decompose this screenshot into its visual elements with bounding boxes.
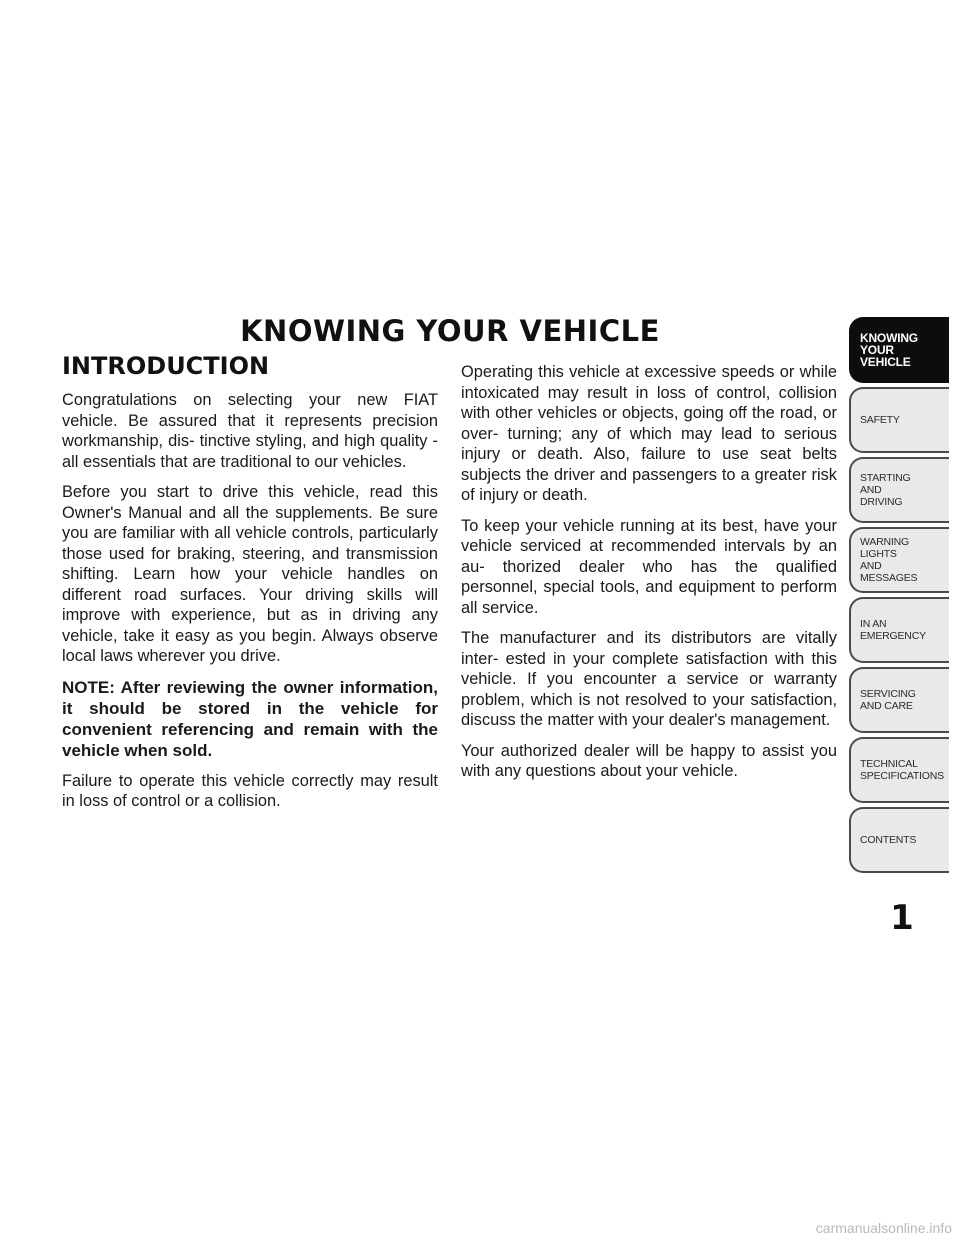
tab-technical-specifications[interactable]: TECHNICAL SPECIFICATIONS [849, 737, 949, 803]
tab-in-an-emergency[interactable]: IN AN EMERGENCY [849, 597, 949, 663]
section-heading: INTRODUCTION [62, 352, 270, 380]
right-column [461, 362, 837, 792]
left-column [62, 390, 438, 822]
chapter-title: KNOWING YOUR VEHICLE [240, 314, 660, 348]
tab-starting-and-driving[interactable]: STARTING AND DRIVING [849, 457, 949, 523]
page-number: 1 [890, 898, 914, 938]
paragraph: Operating this vehicle at excessive speeds or while intoxicated may result in loss of control, collision with other vehicles or objects, going off the road, or over- turning; any of which may lead to serious injury or death. Also, failure to use seat belts subjects the driver and passengers to a greater risk of injury or death. [461, 363, 837, 504]
tab-warning-lights-and-messages[interactable]: WARNING LIGHTS AND MESSAGES [849, 527, 949, 593]
paragraph: Before you start to drive this vehicle, read this Owner's Manual and all the supplements. Be sure you are familiar with all vehicle controls, particularly those used for braking, steering, and transmission shifting. Learn how your vehicle handles on different road surfaces. Your driving skills will improve with experience, but as in driving any vehicle, take it easy as you begin. Always observe local laws wherever you drive. [62, 483, 438, 665]
paragraph: Failure to operate this vehicle correctly may result in loss of control or a collision. [62, 771, 438, 810]
note-paragraph: NOTE: After reviewing the owner information, it should be stored in the vehicle for convenient referencing and remain with the vehicle when sold. [62, 677, 438, 760]
tab-servicing-and-care[interactable]: SERVICING AND CARE [849, 667, 949, 733]
paragraph: Your authorized dealer will be happy to assist you with any questions about your vehicle. [461, 741, 837, 780]
tab-safety[interactable]: SAFETY [849, 387, 949, 453]
paragraph: Congratulations on selecting your new FIAT vehicle. Be assured that it represents precision workmanship, dis- tinctive styling, and high quality - all essentials that are traditional to our vehicles. [62, 391, 438, 471]
chapter-tabs [849, 317, 949, 877]
tab-contents[interactable]: CONTENTS [849, 807, 949, 873]
paragraph: To keep your vehicle running at its best, have your vehicle serviced at recommended intervals by an au- thorized dealer who has the qualified personnel, special tools, and equipment to perform all service. [461, 516, 837, 617]
tab-knowing-your-vehicle[interactable]: KNOWING YOUR VEHICLE [849, 317, 949, 383]
watermark: carmanualsonline.info [815, 1220, 952, 1236]
paragraph: The manufacturer and its distributors are vitally inter- ested in your complete satisfaction with this vehicle. If you encounter a service or warranty problem, which is not resolved to your satisfaction, discuss the matter with your dealer's management. [461, 629, 837, 729]
